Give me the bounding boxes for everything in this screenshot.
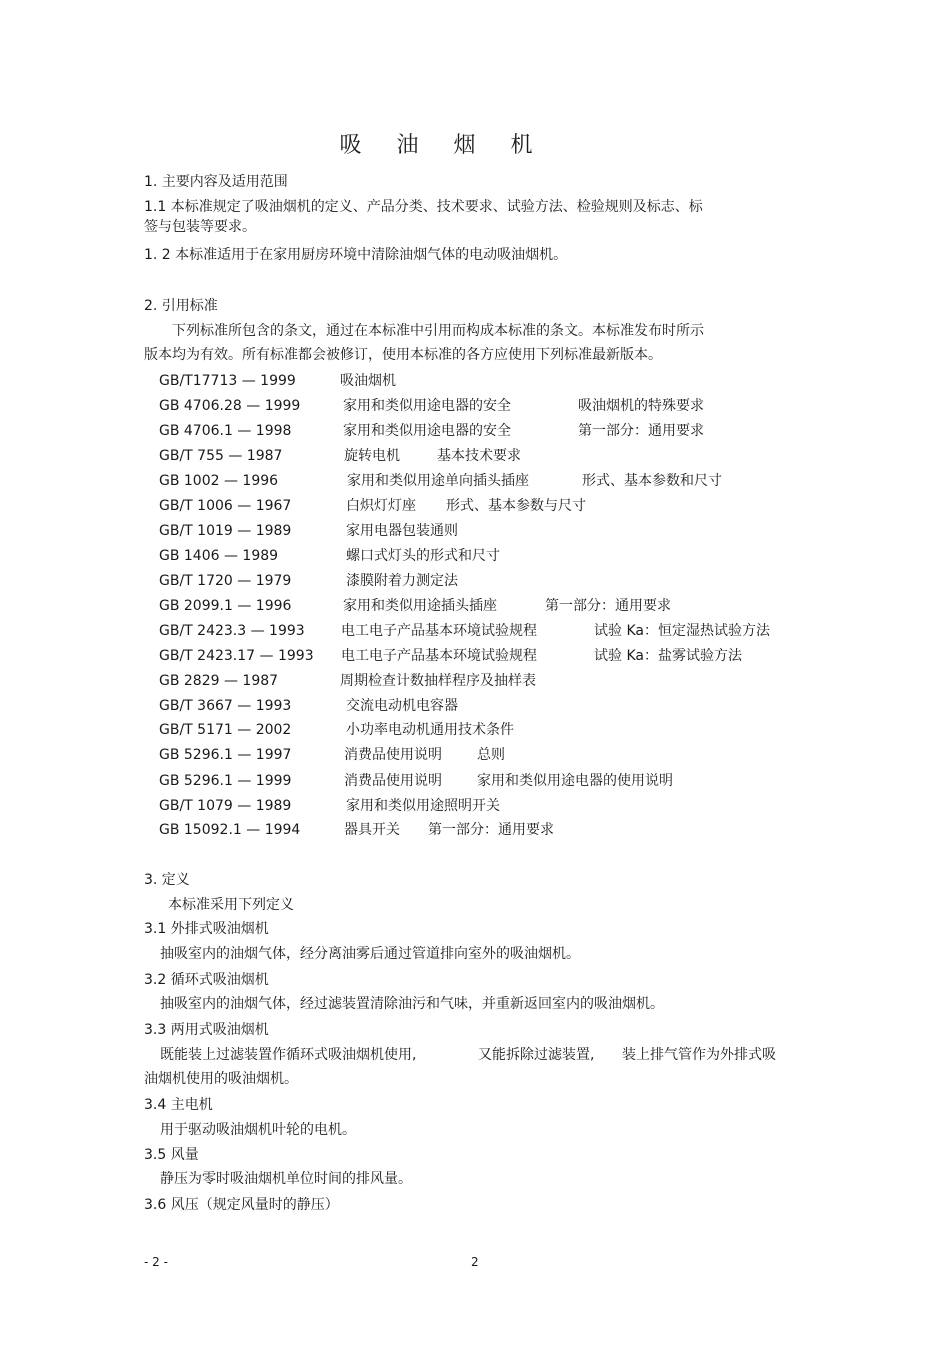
ref-name: 螺口式灯头的形式和尺寸: [346, 548, 500, 564]
ref-code: GB 1406 — 1989: [159, 548, 279, 564]
definition-3-4-text: 用于驱动吸油烟机叶轮的电机。: [160, 1122, 356, 1138]
definition-3-1-heading: 3.1 外排式吸油烟机: [144, 921, 269, 937]
definition-3-3-text-a: 既能装上过滤装置作循环式吸油烟机使用,: [160, 1047, 417, 1063]
footer-page-label: - 2 -: [144, 1255, 168, 1269]
ref-name: 家用和类似用途照明开关: [346, 798, 500, 814]
section2-intro-line2: 版本均为有效。所有标准都会被修订，使用本标准的各方应使用下列标准最新版本。: [144, 347, 662, 363]
ref-name: 交流电动机电容器: [346, 698, 458, 714]
ref-code: GB/T 1019 — 1989: [159, 523, 292, 539]
section1-heading: 1. 主要内容及适用范围: [144, 174, 288, 190]
ref-name: 小功率电动机通用技术条件: [346, 722, 514, 738]
ref-name: 家用和类似用途单向插头插座: [347, 473, 529, 489]
ref-code: GB 15092.1 — 1994: [159, 822, 301, 838]
section3-intro: 本标准采用下列定义: [168, 897, 294, 913]
ref-name: 消费品使用说明: [344, 747, 442, 763]
ref-code: GB/T 2423.17 — 1993: [159, 648, 314, 664]
definition-3-5-text: 静压为零时吸油烟机单位时间的排风量。: [160, 1171, 412, 1187]
ref-code: GB 4706.1 — 1998: [159, 423, 292, 439]
ref-extra: 第一部分：通用要求: [578, 423, 704, 439]
ref-code: GB/T 1079 — 1989: [159, 798, 292, 814]
definition-3-2-text: 抽吸室内的油烟气体，经过滤装置清除油污和气味，并重新返回室内的吸油烟机。: [160, 996, 664, 1012]
ref-name: 家用和类似用途插头插座: [343, 598, 497, 614]
ref-name: 器具开关: [344, 822, 400, 838]
ref-name: 电工电子产品基本环境试验规程: [341, 648, 537, 664]
ref-extra: 形式、基本参数和尺寸: [582, 473, 722, 489]
ref-extra: 形式、基本参数与尺寸: [446, 498, 586, 514]
ref-extra: 总则: [477, 747, 505, 763]
definition-3-5-heading: 3.5 风量: [144, 1147, 199, 1163]
document-title: 吸 油 烟 机: [339, 133, 547, 158]
ref-code: GB 5296.1 — 1997: [159, 747, 292, 763]
ref-code: GB/T17713 — 1999: [159, 373, 296, 389]
definition-3-3-text-b: 又能拆除过滤装置,: [478, 1047, 595, 1063]
ref-extra: 试验 Ka：盐雾试验方法: [594, 648, 742, 664]
definition-3-3-text-c: 装上排气管作为外排式吸: [622, 1047, 776, 1063]
footer-page-number: 2: [471, 1255, 479, 1269]
definition-3-3-text-line2: 油烟机使用的吸油烟机。: [144, 1071, 298, 1087]
ref-code: GB 1002 — 1996: [159, 473, 279, 489]
definition-3-4-heading: 3.4 主电机: [144, 1097, 213, 1113]
ref-name: 旋转电机: [344, 448, 400, 464]
ref-code: GB/T 1006 — 1967: [159, 498, 292, 514]
definition-3-2-heading: 3.2 循环式吸油烟机: [144, 972, 269, 988]
definition-3-6-heading: 3.6 风压（规定风量时的静压）: [144, 1197, 339, 1213]
ref-code: GB/T 2423.3 — 1993: [159, 623, 305, 639]
ref-extra: 基本技术要求: [437, 448, 521, 464]
ref-extra: 吸油烟机的特殊要求: [578, 398, 704, 414]
ref-name: 家用和类似用途电器的安全: [343, 423, 511, 439]
ref-extra: 第一部分：通用要求: [545, 598, 671, 614]
section1-p2: 1. 2 本标准适用于在家用厨房环境中清除油烟气体的电动吸油烟机。: [144, 247, 568, 263]
definition-3-3-heading: 3.3 两用式吸油烟机: [144, 1022, 269, 1038]
ref-code: GB 2099.1 — 1996: [159, 598, 292, 614]
section2-intro-line1: 下列标准所包含的条文，通过在本标准中引用而构成本标准的条文。本标准发布时所示: [172, 323, 704, 339]
definition-3-1-text: 抽吸室内的油烟气体，经分离油雾后通过管道排向室外的吸油烟机。: [160, 946, 580, 962]
ref-name: 家用电器包装通则: [346, 523, 458, 539]
ref-code: GB 5296.1 — 1999: [159, 773, 292, 789]
section2-heading: 2. 引用标准: [144, 298, 218, 314]
section3-heading: 3. 定义: [144, 872, 190, 888]
ref-code: GB/T 5171 — 2002: [159, 722, 292, 738]
ref-name: 白炽灯灯座: [346, 498, 416, 514]
ref-code: GB/T 755 — 1987: [159, 448, 283, 464]
ref-code: GB 2829 — 1987: [159, 673, 279, 689]
ref-extra: 试验 Ka：恒定湿热试验方法: [594, 623, 770, 639]
ref-name: 消费品使用说明: [344, 773, 442, 789]
ref-name: 家用和类似用途电器的安全: [343, 398, 511, 414]
ref-name: 周期检查计数抽样程序及抽样表: [340, 673, 536, 689]
ref-name: 电工电子产品基本环境试验规程: [341, 623, 537, 639]
ref-name: 吸油烟机: [340, 373, 396, 389]
ref-code: GB/T 1720 — 1979: [159, 573, 292, 589]
section1-p1-line2: 签与包装等要求。: [144, 219, 256, 235]
ref-code: GB 4706.28 — 1999: [159, 398, 301, 414]
ref-name: 漆膜附着力测定法: [346, 573, 458, 589]
section1-p1-line1: 1.1 本标准规定了吸油烟机的定义、产品分类、技术要求、试验方法、检验规则及标志、标: [144, 199, 703, 215]
ref-extra: 第一部分：通用要求: [428, 822, 554, 838]
ref-code: GB/T 3667 — 1993: [159, 698, 292, 714]
ref-extra: 家用和类似用途电器的使用说明: [477, 773, 673, 789]
